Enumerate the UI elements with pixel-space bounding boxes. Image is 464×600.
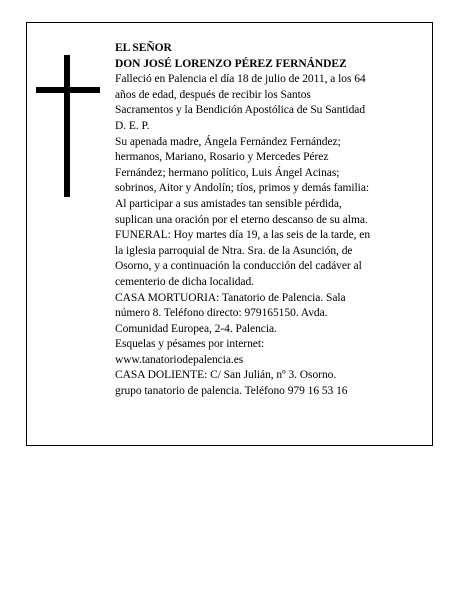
body-line: Al participar a sus amistades tan sensible pérdida, [115, 197, 342, 210]
body-line-internet: Esquelas y pésames por internet: [115, 338, 265, 351]
cross-vertical-bar [64, 55, 70, 197]
body-line: cementerio de dicha localidad. [115, 275, 254, 288]
body-line-phone: número 8. Teléfono directo: 979165150. Avda. [115, 307, 328, 320]
deceased-name: DON JOSÉ LORENZO PÉREZ FERNÁNDEZ [115, 57, 347, 70]
body-line-funeral: FUNERAL: Hoy martes día 19, a las seis de la tarde, en [115, 229, 371, 242]
notice-title-line-1: EL SEÑOR [115, 42, 172, 54]
body-line: hermanos, Mariano, Rosario y Mercedes Pérez [115, 151, 329, 164]
obituary-text [115, 41, 427, 400]
website-url: www.tanatoriodepalencia.es [115, 353, 244, 366]
body-line: sobrinos, Aitor y Andolín; tíos, primos y demás familia: [115, 182, 370, 195]
cross-horizontal-bar [36, 87, 100, 93]
body-line-mortuary: CASA MORTUORIA: Tanatorio de Palencia. Sala [115, 291, 346, 304]
body-line-home: CASA DOLIENTE: C/ San Julián, nº 3. Osorno. [115, 369, 337, 382]
body-line: Sacramentos y la Bendición Apostólica de Su Santidad [115, 104, 366, 117]
body-line: la iglesia parroquial de Ntra. Sra. de la Asunción, de [115, 244, 353, 257]
body-line-address: Comunidad Europea, 2-4. Palencia. [115, 322, 277, 335]
body-line: Fernández; hermano político, Luis Ángel Acinas; [115, 166, 340, 179]
body-line-dep: D. E. P. [115, 119, 150, 132]
body-line-death: Falleció en Palencia el día 18 de julio de 2011, a los 64 [115, 73, 366, 86]
body-line-contact-phone: grupo tanatorio de palencia. Teléfono 979 16 53 16 [115, 385, 348, 398]
body-line: Osorno, y a continuación la conducción del cadáver al [115, 260, 362, 273]
body-line-family: Su apenada madre, Ángela Fernández Fernández; [115, 135, 341, 148]
latin-cross-icon [36, 55, 100, 197]
body-line: suplican una oración por el eterno descanso de su alma. [115, 213, 368, 226]
body-line: años de edad, después de recibir los Santos [115, 88, 311, 101]
